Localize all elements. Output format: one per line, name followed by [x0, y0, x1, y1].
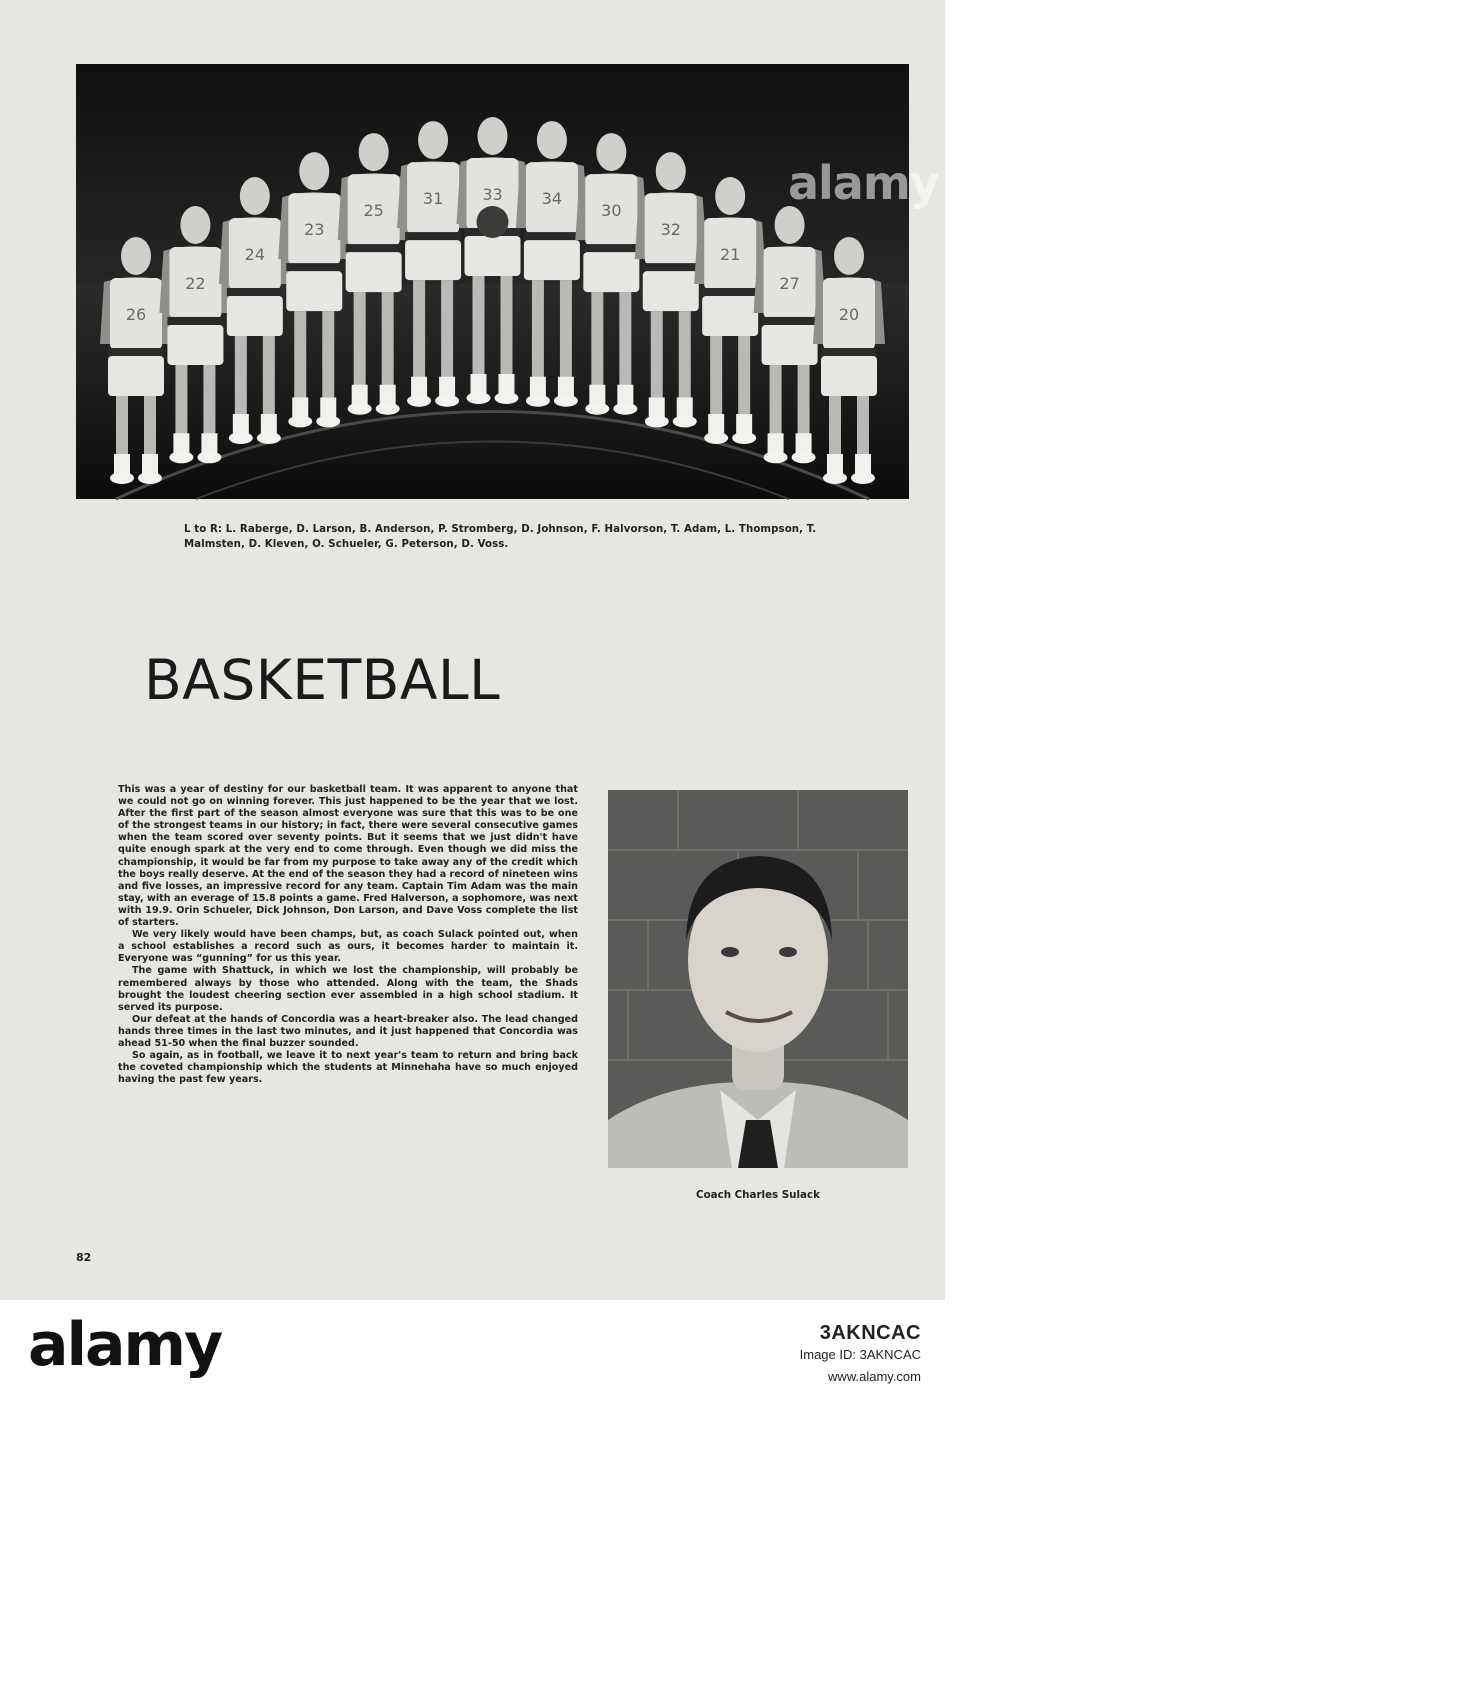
stock-footer: [0, 1300, 945, 1390]
coach-caption: Coach Charles Sulack: [696, 1189, 820, 1201]
jersey-number: 25: [363, 201, 384, 221]
jersey-number: 34: [541, 189, 563, 209]
page-number: 82: [76, 1251, 92, 1264]
footer-info: [800, 1322, 921, 1388]
jersey-number: 21: [719, 245, 741, 264]
jersey-number: 24: [244, 245, 266, 264]
jersey-number: 30: [601, 201, 622, 221]
jersey-number: 33: [482, 185, 503, 204]
watermark-text: alamy: [1320, 1650, 1471, 1704]
watermark-text: alamy: [788, 156, 939, 210]
image-code: 3AKNCAC: [819, 1322, 921, 1344]
alamy-logo: alamy: [28, 1310, 222, 1380]
image-id: Image ID: 3AKNCAC: [799, 1347, 921, 1362]
jersey-number: 31: [422, 189, 444, 209]
page-title: BASKETBALL: [144, 648, 501, 712]
jersey-number: 26: [125, 305, 147, 324]
site-url: www.alamy.com: [828, 1369, 921, 1384]
jersey-number: 32: [660, 220, 681, 240]
jersey-number: 22: [185, 273, 206, 293]
team-photo: [76, 64, 939, 499]
jersey-number: 27: [779, 273, 800, 293]
jersey-number: 23: [304, 220, 325, 240]
paragraph: So again, as in football, we leave it to next year's team to return and bring back the coveted championship which the students at Minnehaha have so much enjoyed having the past few years.: [118, 1050, 578, 1086]
basketball: [477, 206, 509, 238]
paragraph: This was a year of destiny for our basketball team. It was apparent to anyone that we could not go on winning forever. This just happened to be the year that we lost. After the first part of the season almost everyone was sure that this was to be one of the strongest teams in our history; in fact, there were several consecutive games when the team scored over seventy points. But it seems that we just didn't have quite enough spark at the very end to come through. Even though we did miss the championship, it would be far from my purpose to take away any of the credit which the boys really deserve. At the end of the season they had a record of nineteen wins and five losses, an impressive record for any team. Captain Tim Adam was the main stay, with an everage of 15.8 points a game. Fred Halverson, a sophomore, was next with 19.9. Orin Schueler, Dick Johnson, Don Larson, and Dave Voss complete the list of starters.: [118, 784, 578, 929]
paragraph: The game with Shattuck, in which we lost the championship, will probably be remembered always by those who attended. Along with the team, the Shads brought the loudest cheering section ever assembled in a high school stadium. It served its purpose.: [118, 965, 578, 1013]
team-photo-graphic: [76, 64, 909, 499]
paragraph: We very likely would have been champs, but, as coach Sulack pointed out, when a school establishes a record such as ours, it becomes harder to maintain it. Everyone was “gunning” for us this year.: [118, 929, 578, 965]
article-body: [118, 784, 578, 1086]
coach-portrait-graphic: [608, 790, 908, 1168]
jersey-number: 20: [838, 305, 860, 324]
paragraph: Our defeat at the hands of Concordia was a heart-breaker also. The lead changed hands three times in the last two minutes, and it just happened that Concordia was ahead 51-50 when the final buzzer sounded.: [118, 1013, 578, 1049]
photo-caption: L to R: L. Raberge, D. Larson, B. Anderson, P. Stromberg, D. Johnson, F. Halvorson, T. Adam, L. Thompson, T. Malmsten, D. Kleven, O. Schueler, G. Peterson, D. Voss.: [184, 524, 817, 550]
